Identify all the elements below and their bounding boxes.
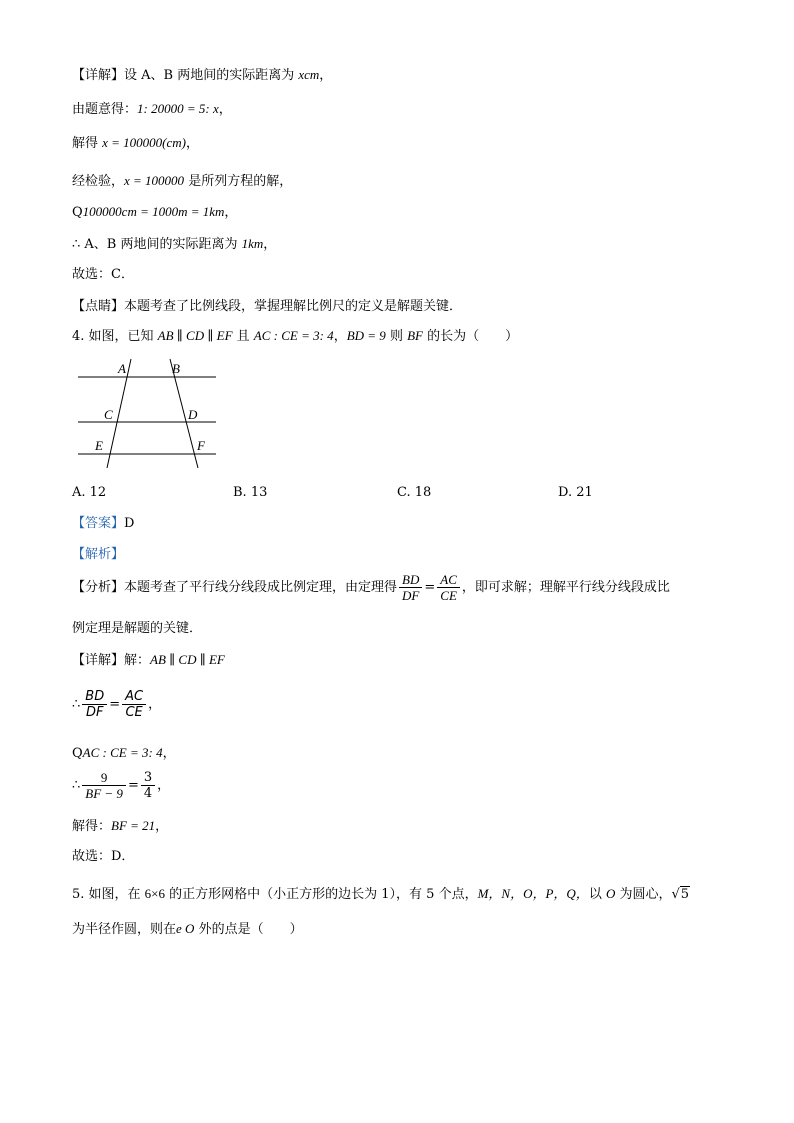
q4-stem-b: 且 <box>232 329 254 344</box>
q4-step3-line <box>72 768 170 804</box>
given-end: ， <box>218 102 232 117</box>
detail-text: 解： <box>124 653 151 668</box>
therefore-text: A、B 两地间的实际距离为 <box>80 237 242 252</box>
solve-end: ， <box>186 136 200 151</box>
q3-check-line <box>72 172 292 191</box>
label-d: D <box>188 407 198 422</box>
check-text: 是所列方程的解， <box>184 174 293 189</box>
solve-equation: x = 100000(cm) <box>102 135 186 150</box>
q4-solve-line <box>72 817 168 836</box>
q5-circle: e O <box>176 921 195 936</box>
q4-choose-line: 故选：D． <box>72 849 135 864</box>
q4-stem-parallel: AB ∥ CD ∥ EF <box>157 328 233 343</box>
analysis-equals: = <box>424 580 436 595</box>
given-equation: 1: 20000 = 5: x <box>137 101 219 116</box>
q5-stem-c: 以 <box>588 887 606 902</box>
q3-therefore-line <box>72 235 276 254</box>
step2-symbol: Q <box>72 746 83 761</box>
choice-d: D. 21 <box>558 485 593 500</box>
comment-text: 本题考查了比例线段，掌握理解比例尺的定义是解题关键． <box>124 299 463 314</box>
detail-tag: 【详解】 <box>72 653 125 668</box>
answer-tag: 【答案】 <box>72 516 125 531</box>
step1-equals: = <box>109 697 121 712</box>
q4-detail-line <box>72 651 225 670</box>
analysis-text-a: 本题考查了平行线分线段成比例定理，由定理得 <box>124 580 398 595</box>
therefore-symbol: ∴ <box>72 237 81 252</box>
analysis-fraction-bd-df <box>399 572 422 603</box>
label-f: F <box>197 438 205 453</box>
because-end: ， <box>224 205 238 220</box>
fraction-denominator: DF <box>86 705 104 720</box>
q4-stem-a: 4. 如图，已知 <box>72 329 158 344</box>
analysis-fraction-ac-ce <box>437 572 460 603</box>
q5-stem-e: 为半径作圆，则在 <box>72 922 177 937</box>
q4-stem <box>72 327 518 346</box>
q3-because-line <box>72 203 237 222</box>
q5-stem-b: 的正方形网格中（小正方形的边长为 1），有 5 个点， <box>165 887 478 902</box>
fraction-denominator: 4 <box>143 786 153 801</box>
q3-solve-line <box>72 134 199 153</box>
step2-end: ， <box>162 746 176 761</box>
fraction-denominator: CE <box>125 705 143 720</box>
choice-a: A. 12 <box>72 485 107 500</box>
label-e: E <box>95 438 103 453</box>
q4-analysis-line-2: 例定理是解题的关键． <box>72 621 203 636</box>
fraction-numerator: BD <box>399 572 422 588</box>
q4-step1-line <box>72 688 161 722</box>
step3-equals: = <box>127 778 139 793</box>
step3-fraction-right <box>141 770 155 801</box>
step1-symbol: ∴ <box>72 697 81 712</box>
answer-value: D <box>124 516 135 531</box>
solve-label: 解得 <box>72 136 103 151</box>
fraction-denominator: CE <box>440 588 457 603</box>
step1-end: ， <box>148 697 162 712</box>
q4-stem-e: 的长为（ ） <box>422 329 519 344</box>
step3-end: ， <box>157 778 171 793</box>
q4-stem-bd: BD = 9 <box>346 328 386 343</box>
therefore-end: ， <box>263 237 277 252</box>
q5-center: O <box>605 886 616 901</box>
analysis-tag: 【解析】 <box>72 547 125 562</box>
q5-grid-size: 6×6 <box>144 886 166 901</box>
q3-choose-line: 故选：C． <box>72 267 134 282</box>
detail-math: AB ∥ CD ∥ EF <box>150 652 225 667</box>
step1-fraction-ac-ce <box>122 689 146 720</box>
q5-radius-sqrt <box>671 886 690 902</box>
q3-comment-line <box>72 298 462 316</box>
q3-detail-line <box>72 66 332 85</box>
check-label: 经检验， <box>72 174 125 189</box>
fraction-numerator: AC <box>437 572 460 588</box>
detail-end: ， <box>319 68 333 83</box>
choice-c: C. 18 <box>397 485 432 500</box>
because-equation: 100000cm = 1000m = 1km <box>82 204 225 219</box>
q4-analysis-line <box>72 572 670 603</box>
given-label: 由题意得： <box>72 102 138 117</box>
fraction-numerator: AC <box>122 689 146 705</box>
label-a: A <box>118 361 126 376</box>
solve-label: 解得： <box>72 819 112 834</box>
detail-var: xcm <box>298 67 320 82</box>
label-b: B <box>172 361 180 376</box>
q5-stem-line-1 <box>72 885 690 904</box>
step2-equation: AC : CE = 3: 4 <box>82 745 163 760</box>
q5-stem-line-2 <box>72 920 303 939</box>
q4-stem-bf: BF <box>407 328 423 343</box>
q5-stem-d: 为圆心， <box>615 887 672 902</box>
label-c: C <box>104 407 113 422</box>
therefore-value: 1km <box>241 236 264 251</box>
step1-fraction-bd-df <box>82 689 107 720</box>
q3-given-line <box>72 100 232 119</box>
sqrt-radicand: 5 <box>680 887 690 902</box>
q4-stem-ratio: AC : CE = 3: 4 <box>253 328 334 343</box>
q4-answer-line <box>72 515 134 533</box>
q4-stem-c: ， <box>333 329 347 344</box>
fraction-numerator: 3 <box>141 770 155 786</box>
parallel-lines-figure <box>72 356 222 472</box>
detail-tag: 【详解】 <box>72 68 125 83</box>
q5-stem-f: 外的点是（ ） <box>194 922 303 937</box>
comment-tag: 【点睛】 <box>72 299 125 314</box>
check-equation: x = 100000 <box>124 173 185 188</box>
fraction-denominator: DF <box>402 588 420 603</box>
analysis-text-b: ，即可求解；理解平行线分线段成比 <box>461 580 670 595</box>
step3-fraction-left <box>82 770 126 801</box>
fraction-numerator: 9 <box>82 770 126 786</box>
fraction-denominator: BF − 9 <box>85 786 123 801</box>
q5-stem-a: 5. 如图，在 <box>72 887 145 902</box>
q4-analysis-tag-line <box>72 546 124 564</box>
solve-end: ， <box>155 819 169 834</box>
q4-stem-d: 则 <box>385 329 408 344</box>
analysis-head-tag: 【分析】 <box>72 580 125 595</box>
sqrt-symbol: √ <box>671 887 680 902</box>
q5-points: M，N，O，P，Q， <box>477 886 589 901</box>
choice-b: B. 13 <box>233 485 268 500</box>
fraction-numerator: BD <box>82 689 107 705</box>
solve-equation: BF = 21 <box>111 818 156 833</box>
detail-text: 设 A、B 两地间的实际距离为 <box>124 68 299 83</box>
step3-symbol: ∴ <box>72 778 81 793</box>
q4-step2-line <box>72 744 176 763</box>
because-symbol: Q <box>72 205 83 220</box>
